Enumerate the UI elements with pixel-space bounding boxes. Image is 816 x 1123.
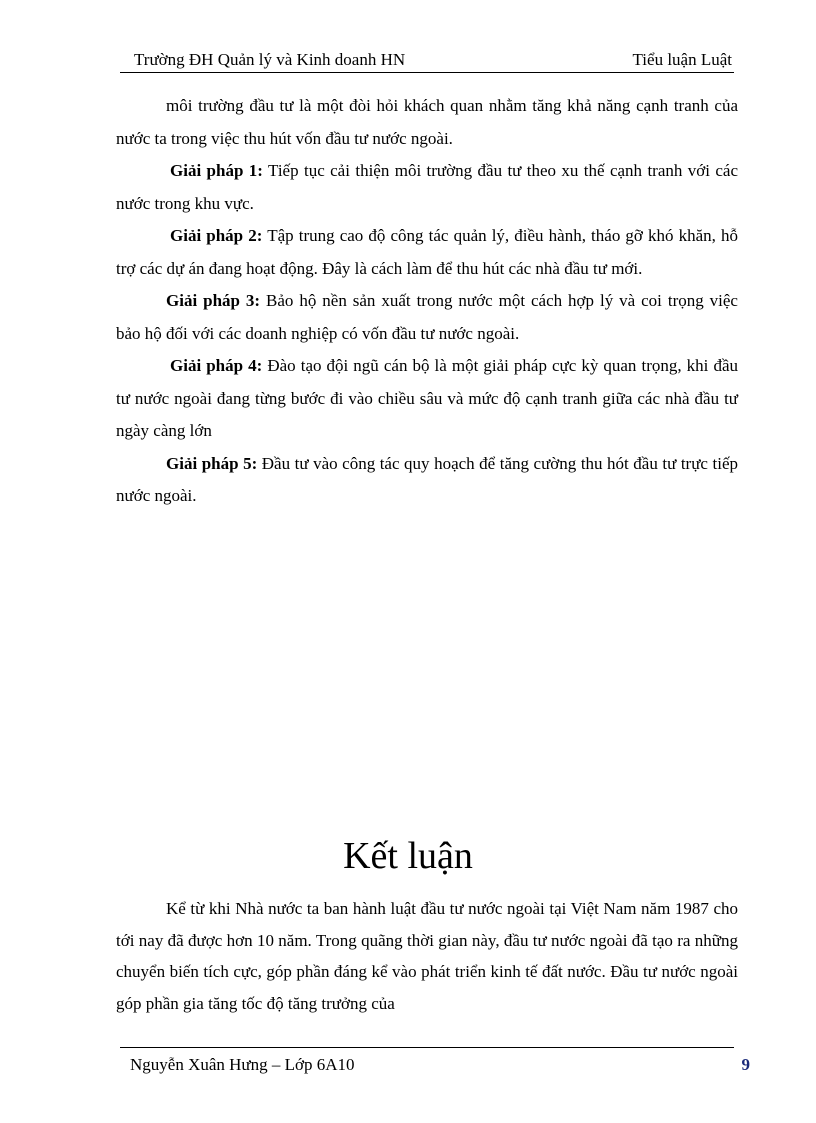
- page-header: [120, 50, 734, 73]
- conclusion-body: [116, 893, 738, 1019]
- solution-paragraph-2: [116, 220, 738, 285]
- footer-author: Nguyễn Xuân Hưng – Lớp 6A10: [130, 1055, 355, 1074]
- header-document-type: Tiểu luận Luật: [632, 50, 732, 69]
- solution-label: Giải pháp 3:: [166, 291, 261, 310]
- solution-label: Giải pháp 5:: [166, 453, 258, 473]
- conclusion-paragraph: Kể từ khi Nhà nước ta ban hành luật đầu tư nước ngoài tại Việt Nam năm 1987 cho tới nay đã được hơn 10 năm. Trong quãng thời gian này, đầu tư nước ngoài đã tạo ra những chuyển biến tích cực, góp phần đáng kể vào phát triển kinh tế đất nước. Đầu tư nước ngoài góp phần gia tăng tốc độ tăng trưởng của: [116, 899, 738, 1013]
- solution-paragraph-4: [116, 350, 738, 448]
- page-footer: [120, 1055, 750, 1077]
- footer-divider: [120, 1047, 734, 1048]
- solution-paragraph-5: [116, 448, 738, 513]
- solution-label: Giải pháp 1:: [170, 161, 263, 180]
- solution-text: Bảo hộ nền sản xuất trong nước một cách hợp lý và coi trọng việc bảo hộ đối với các doanh nghiệp có vốn đầu tư nước ngoài.: [116, 291, 738, 343]
- solution-label: Giải pháp 4:: [170, 356, 263, 375]
- intro-paragraph: môi trường đầu tư là một đòi hỏi khách quan nhằm tăng khả năng cạnh tranh của nước ta trong việc thu hút vốn đầu tư nước ngoài.: [116, 96, 738, 148]
- page-number: 9: [741, 1055, 750, 1074]
- solution-paragraph-1: [116, 155, 738, 220]
- solution-text: Đầu tư vào công tác quy hoạch để tăng cường thu hót đầu tư trực tiếp nước ngoài.: [116, 453, 738, 505]
- section-title: Kết luận: [343, 835, 473, 877]
- solution-text: Tập trung cao độ công tác quản lý, điều hành, tháo gỡ khó khăn, hỗ trợ các dự án đang hoạt động. Đây là cách làm để thu hút các nhà đầu tư mới.: [116, 226, 739, 278]
- solution-label: Giải pháp 2:: [170, 226, 263, 245]
- header-school-name: Trường ĐH Quản lý và Kinh doanh HN: [134, 50, 406, 69]
- solution-text: Đào tạo đội ngũ cán bộ là một giải pháp cực kỳ quan trọng, khi đầu tư nước ngoài đang từng bước đi vào chiều sâu và mức độ cạnh tranh giữa các nhà đầu tư ngày càng lớn: [116, 356, 738, 440]
- main-body: [116, 90, 738, 513]
- solution-paragraph-3: [116, 285, 738, 350]
- solution-text: Tiếp tục cải thiện môi trường đầu tư theo xu thế cạnh tranh với các nước trong khu vực.: [116, 161, 738, 213]
